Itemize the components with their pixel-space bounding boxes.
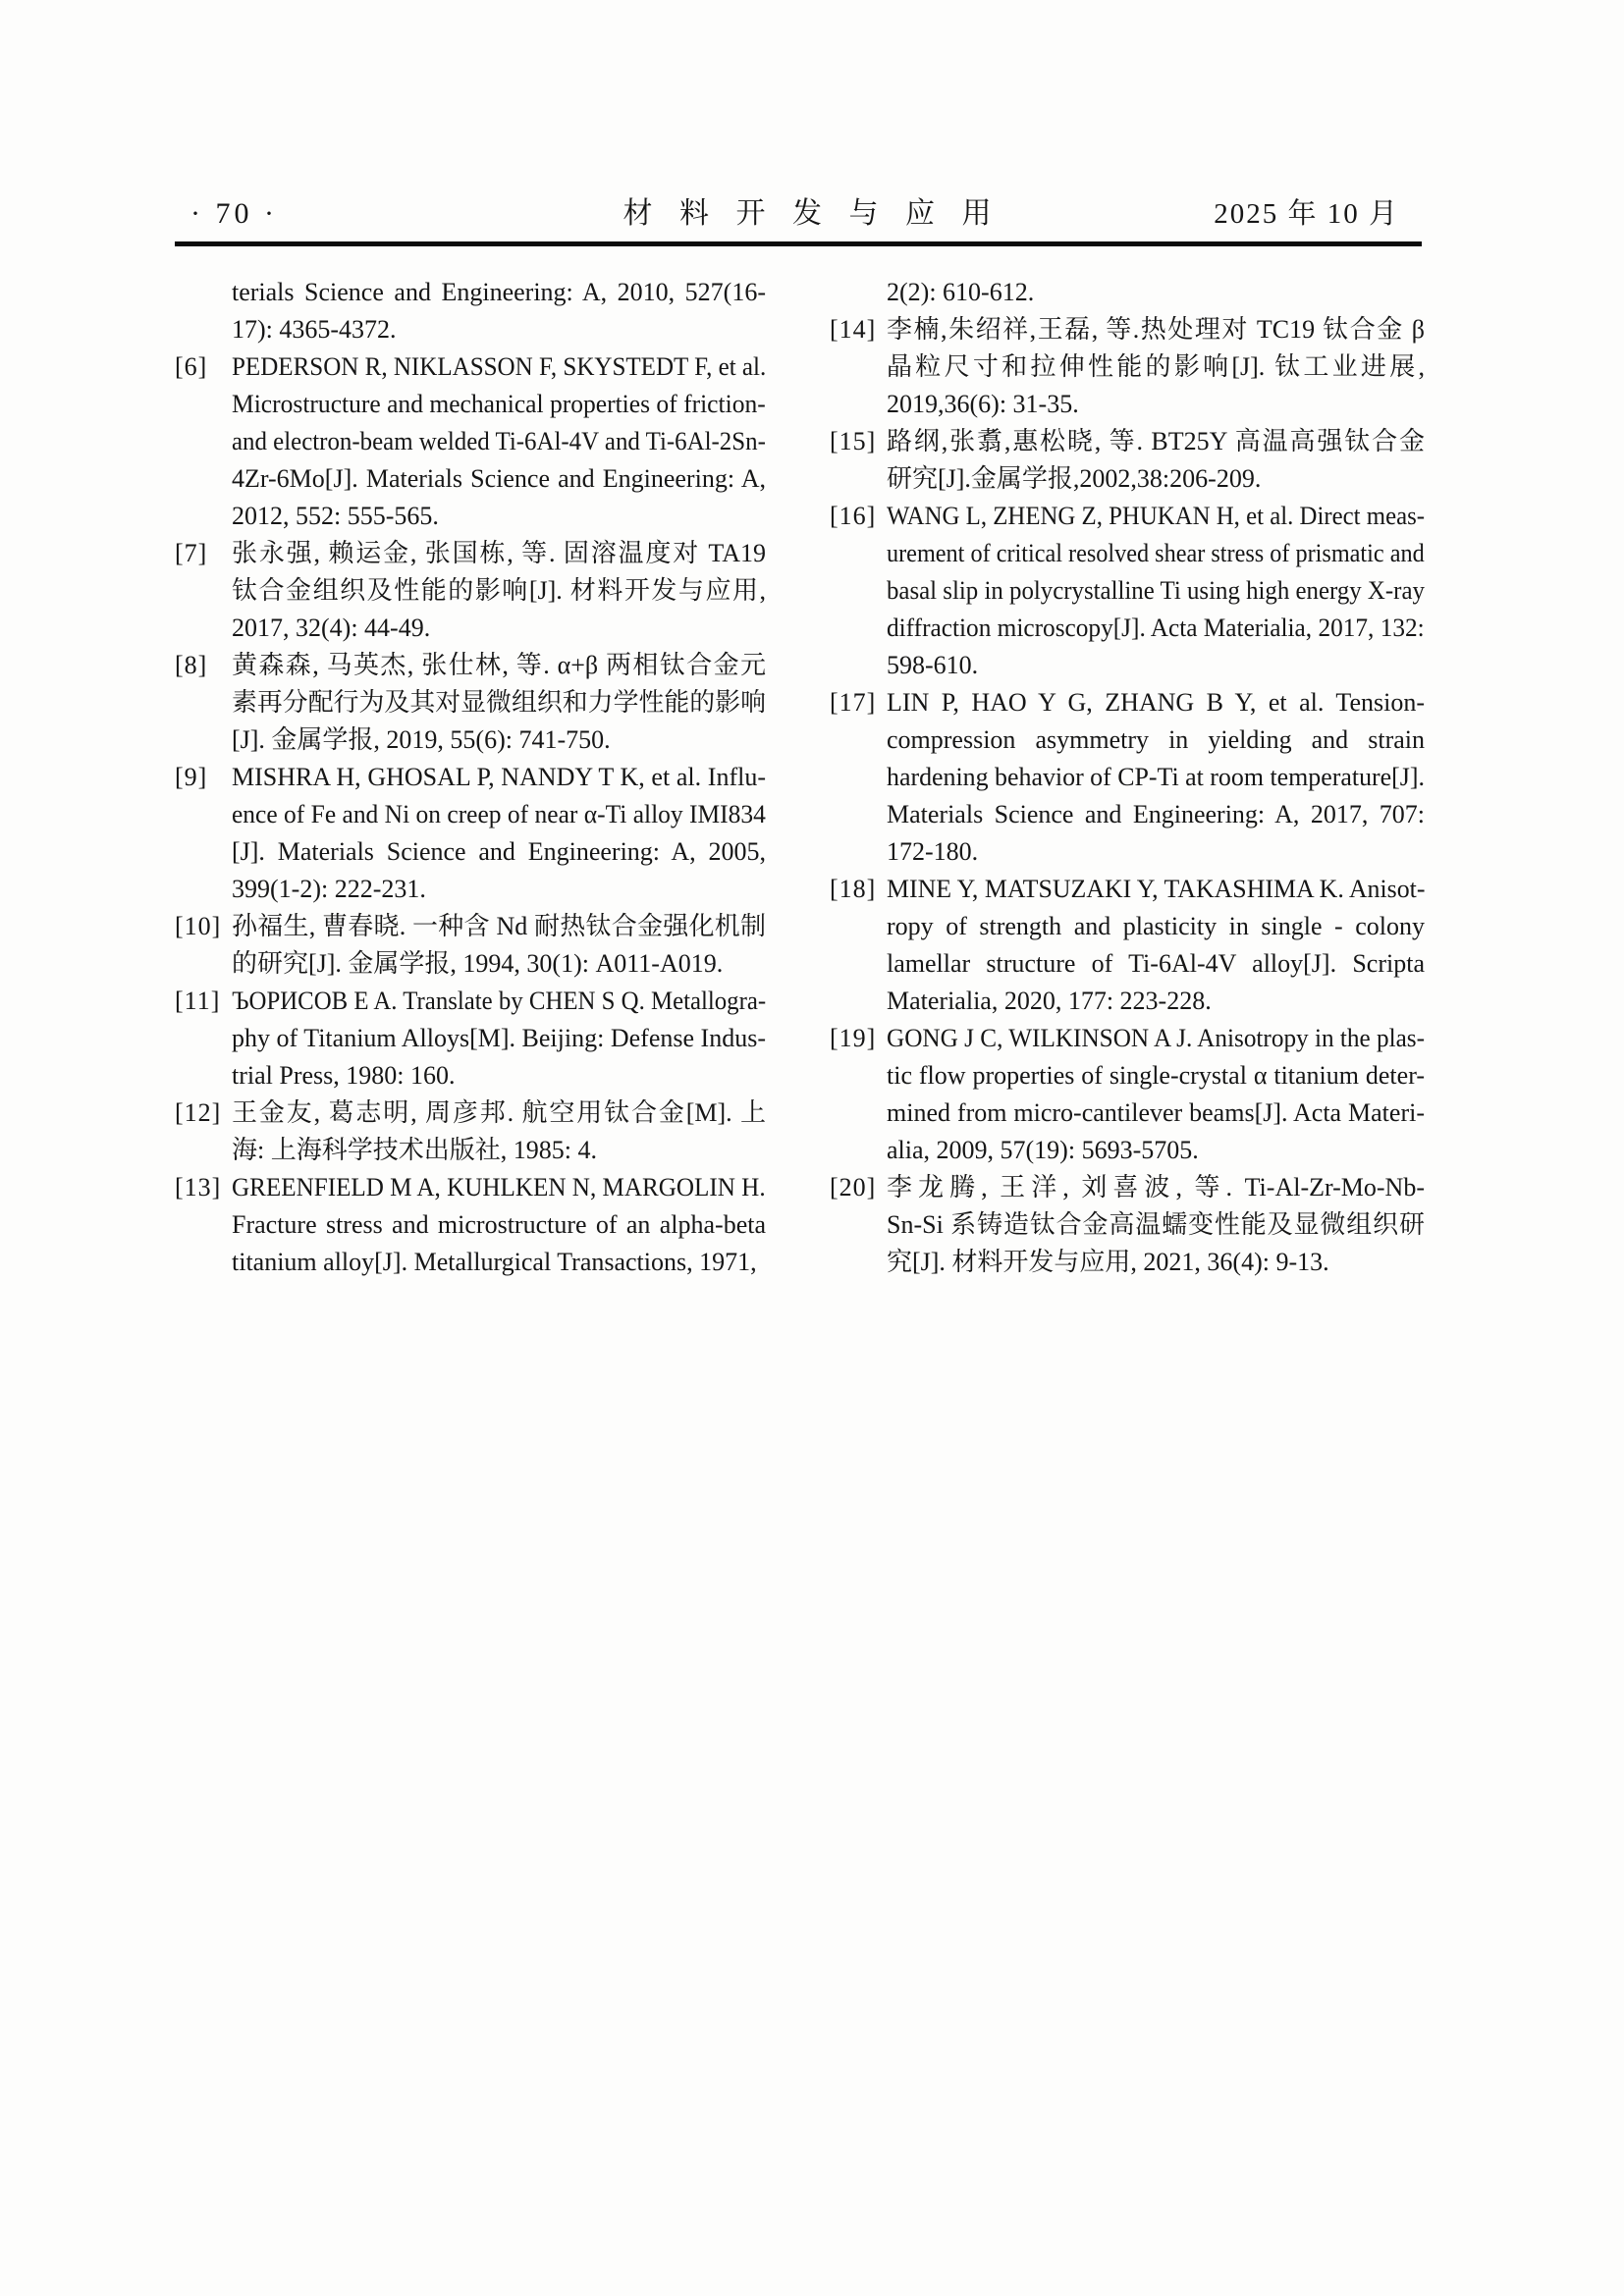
reference-line: 2019,36(6): 31-35. xyxy=(887,390,1079,418)
reference-item xyxy=(830,1169,1425,1281)
reference-continuation xyxy=(175,274,766,348)
reference-number: [13] xyxy=(175,1173,222,1201)
reference-line: diffraction microscopy[J]. Acta Materialia, 2017, 132: xyxy=(887,614,1425,642)
reference-line: basal slip in polycrystalline Ti using high energy X-ray xyxy=(887,576,1425,605)
reference-item xyxy=(830,871,1425,1020)
reference-text xyxy=(232,647,766,759)
reference-text xyxy=(887,684,1425,871)
reference-line: and electron-beam welded Ti-6Al-4V and Ti-6Al-2Sn- xyxy=(232,427,766,455)
reference-line: 李龙腾, 王洋, 刘喜波, 等. Ti-Al-Zr-Mo-Nb- xyxy=(887,1173,1425,1201)
reference-line: ЪОРИСОВ E A. Translate by CHEN S Q. Metallogra- xyxy=(232,987,767,1015)
reference-line: 究[J]. 材料开发与应用, 2021, 36(4): 9-13. xyxy=(887,1248,1329,1276)
reference-number: [14] xyxy=(830,315,877,344)
reference-item xyxy=(830,1020,1425,1169)
reference-text xyxy=(887,274,1425,311)
reference-number: [18] xyxy=(830,875,877,903)
reference-line: WANG L, ZHENG Z, PHUKAN H, et al. Direct meas- xyxy=(887,502,1426,530)
reference-text xyxy=(232,274,766,348)
reference-number: [17] xyxy=(830,688,877,717)
reference-line: 2(2): 610-612. xyxy=(887,278,1035,306)
reference-line: GREENFIELD M A, KUHLKEN N, MARGOLIN H. xyxy=(232,1173,766,1201)
reference-line: PEDERSON R, NIKLASSON F, SKYSTEDT F, et al. xyxy=(232,352,767,381)
reference-line: [J]. 金属学报, 2019, 55(6): 741-750. xyxy=(232,725,611,754)
reference-item xyxy=(830,498,1425,684)
reference-text xyxy=(232,1169,766,1281)
reference-text xyxy=(887,1169,1425,1281)
reference-line: 海: 上海科学技术出版社, 1985: 4. xyxy=(232,1136,597,1164)
reference-line: 研究[J].金属学报,2002,38:206-209. xyxy=(887,464,1262,493)
reference-number: [6] xyxy=(175,352,208,381)
reference-line: alia, 2009, 57(19): 5693-5705. xyxy=(887,1136,1199,1164)
reference-text xyxy=(232,759,766,908)
reference-line: 17): 4365-4372. xyxy=(232,315,397,344)
reference-line: Fracture stress and microstructure of an alpha-beta xyxy=(232,1210,766,1239)
reference-line: 2012, 552: 555-565. xyxy=(232,502,439,530)
reference-line: phy of Titanium Alloys[M]. Beijing: Defense Indus- xyxy=(232,1024,766,1052)
reference-item xyxy=(175,647,766,759)
reference-line: 4Zr-6Mo[J]. Materials Science and Engineering: A, xyxy=(232,464,766,493)
reference-line: 素再分配行为及其对显微组织和力学性能的影响 xyxy=(232,688,767,717)
reference-number: [8] xyxy=(175,651,208,679)
reference-text xyxy=(887,871,1425,1020)
reference-text xyxy=(232,535,766,647)
reference-number: [9] xyxy=(175,763,208,791)
reference-line: tic flow properties of single-crystal α titanium deter- xyxy=(887,1061,1425,1090)
reference-line: mined from micro-cantilever beams[J]. Acta Materi- xyxy=(887,1098,1425,1127)
reference-line: Microstructure and mechanical properties of friction- xyxy=(232,390,766,418)
references-column-left xyxy=(175,274,766,1281)
reference-item xyxy=(175,759,766,908)
reference-item xyxy=(830,311,1425,423)
issue-date: 2025 年 10 月 xyxy=(1214,198,1399,230)
reference-line: MISHRA H, GHOSAL P, NANDY T K, et al. Influ- xyxy=(232,763,766,791)
references-column-right xyxy=(830,274,1425,1281)
reference-line: MINE Y, MATSUZAKI Y, TAKASHIMA K. Anisot- xyxy=(887,875,1426,903)
reference-line: 2017, 32(4): 44-49. xyxy=(232,614,431,642)
reference-line: 黄森森, 马英杰, 张仕林, 等. α+β 两相钛合金元 xyxy=(232,651,766,679)
reference-line: 王金友, 葛志明, 周彦邦. 航空用钛合金[M]. 上 xyxy=(232,1098,766,1127)
reference-text xyxy=(887,311,1425,423)
reference-line: 598-610. xyxy=(887,651,979,679)
reference-line: compression asymmetry in yielding and strain xyxy=(887,725,1425,754)
reference-text xyxy=(887,498,1425,684)
reference-text xyxy=(887,1020,1425,1169)
journal-title: 材 料 开 发 与 应 用 xyxy=(623,197,1001,230)
reference-line: 399(1-2): 222-231. xyxy=(232,875,426,903)
reference-line: Sn-Si 系铸造钛合金高温蠕变性能及显微组织研 xyxy=(887,1210,1425,1239)
reference-line: titanium alloy[J]. Metallurgical Transactions, 1971, xyxy=(232,1248,757,1276)
reference-line: lamellar structure of Ti-6Al-4V alloy[J]. Scripta xyxy=(887,949,1425,978)
reference-line: terials Science and Engineering: A, 2010, 527(16- xyxy=(232,278,766,306)
reference-line: 路纲,张翥,惠松晓, 等. BT25Y 高温高强钛合金 xyxy=(887,427,1425,455)
reference-item xyxy=(830,423,1425,498)
reference-number: [15] xyxy=(830,427,877,455)
reference-line: 李楠,朱绍祥,王磊, 等.热处理对 TC19 钛合金 β xyxy=(887,315,1425,344)
reference-number: [16] xyxy=(830,502,877,530)
reference-item xyxy=(175,908,766,983)
reference-line: [J]. Materials Science and Engineering: A, 2005, xyxy=(232,837,766,866)
reference-number: [10] xyxy=(175,912,222,940)
reference-line: Materialia, 2020, 177: 223-228. xyxy=(887,987,1212,1015)
reference-line: hardening behavior of CP-Ti at room temperature[J]. xyxy=(887,763,1425,791)
reference-number: [7] xyxy=(175,539,208,567)
reference-text xyxy=(232,908,766,983)
reference-line: 张永强, 赖运金, 张国栋, 等. 固溶温度对 TA19 xyxy=(232,539,766,567)
reference-line: 钛合金组织及性能的影响[J]. 材料开发与应用, xyxy=(232,576,766,605)
reference-line: ropy of strength and plasticity in single - colony xyxy=(887,912,1425,940)
reference-line: GONG J C, WILKINSON A J. Anisotropy in the plas- xyxy=(887,1024,1426,1052)
reference-number: [19] xyxy=(830,1024,877,1052)
reference-text xyxy=(232,983,766,1095)
reference-item xyxy=(175,1095,766,1169)
reference-number: [20] xyxy=(830,1173,877,1201)
reference-item xyxy=(175,1169,766,1281)
reference-line: 晶粒尺寸和拉伸性能的影响[J]. 钛工业进展, xyxy=(887,352,1425,381)
reference-number: [12] xyxy=(175,1098,222,1127)
reference-line: urement of critical resolved shear stress of prismatic and xyxy=(887,539,1425,567)
reference-line: 172-180. xyxy=(887,837,979,866)
reference-item xyxy=(175,535,766,647)
reference-number: [11] xyxy=(175,987,221,1015)
reference-line: 的研究[J]. 金属学报, 1994, 30(1): A011-A019. xyxy=(232,949,724,978)
reference-line: ence of Fe and Ni on creep of near α-Ti alloy IMI834 xyxy=(232,800,766,828)
reference-line: Materials Science and Engineering: A, 2017, 707: xyxy=(887,800,1425,828)
header-rule xyxy=(175,241,1422,246)
reference-continuation xyxy=(830,274,1425,311)
reference-item xyxy=(830,684,1425,871)
reference-text xyxy=(232,1095,766,1169)
reference-line: LIN P, HAO Y G, ZHANG B Y, et al. Tension- xyxy=(887,688,1425,717)
reference-line: 孙福生, 曹春晓. 一种含 Nd 耐热钛合金强化机制 xyxy=(232,912,766,940)
reference-item xyxy=(175,983,766,1095)
reference-line: trial Press, 1980: 160. xyxy=(232,1061,456,1090)
reference-text xyxy=(887,423,1425,498)
reference-item xyxy=(175,348,766,535)
page-number: · 70 · xyxy=(190,197,278,230)
reference-text xyxy=(232,348,766,535)
